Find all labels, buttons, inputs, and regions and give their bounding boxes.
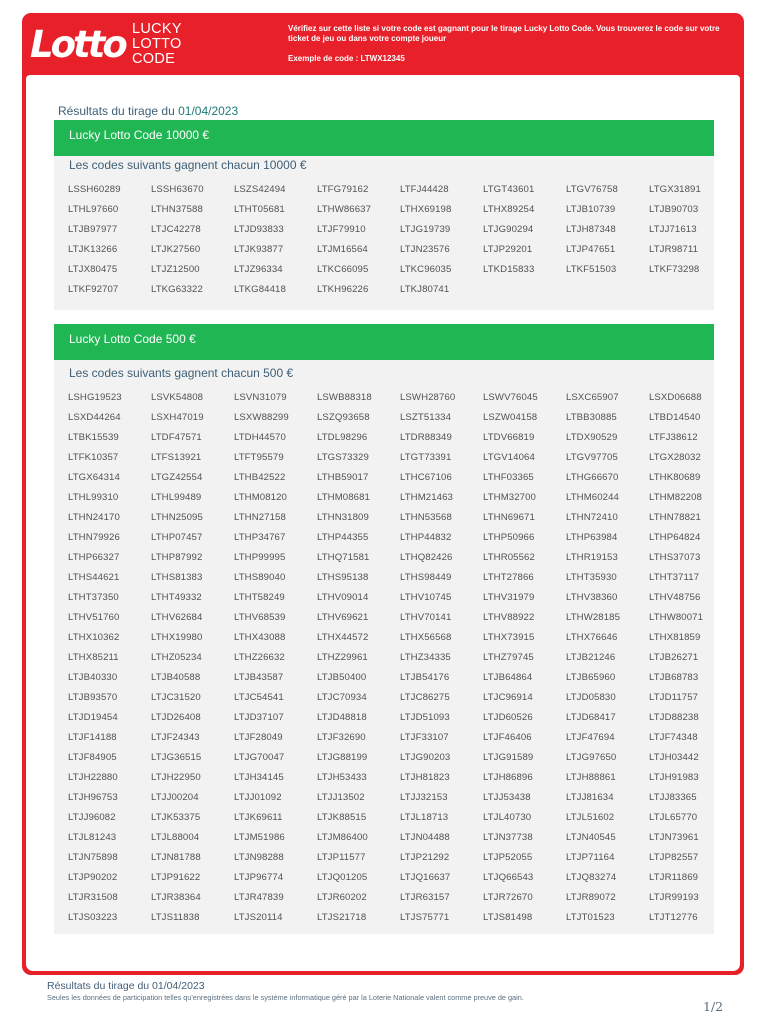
- winning-code: LTHL99489: [151, 492, 202, 503]
- winning-code: LTJG90294: [483, 224, 534, 235]
- winning-code: LTDF47571: [151, 432, 202, 443]
- winning-code: LSSH60289: [68, 184, 121, 195]
- winning-code: LTJJ71613: [649, 224, 697, 235]
- winning-code: LTHX43088: [234, 632, 286, 643]
- winning-code: LTJP82557: [649, 852, 699, 863]
- winning-code: LTJR89072: [566, 892, 616, 903]
- winning-code: LTHF03365: [483, 472, 534, 483]
- winning-code: LTJM16564: [317, 244, 368, 255]
- winning-code: LTHX85211: [68, 652, 119, 663]
- winning-code: LTJP90202: [68, 872, 118, 883]
- winning-code: LTHT37117: [649, 572, 700, 583]
- winning-code: LTFS13921: [151, 452, 202, 463]
- winning-code: LTJH81823: [400, 772, 450, 783]
- winning-code: LTHT35930: [566, 572, 617, 583]
- winning-code: LTJN37738: [483, 832, 533, 843]
- title-line-1: LUCKY: [132, 21, 182, 37]
- winning-code: LTBD14540: [649, 412, 701, 423]
- winning-code: LTJN81788: [151, 852, 201, 863]
- winning-code: LTHN24170: [68, 512, 120, 523]
- winning-code: LTJP91622: [151, 872, 201, 883]
- winning-code: LTJT12776: [649, 912, 698, 923]
- winning-code: LTJS20114: [234, 912, 283, 923]
- winning-code: LTHL99310: [68, 492, 119, 503]
- winning-code: LTGT43601: [483, 184, 535, 195]
- winning-code: LTHS37073: [649, 552, 701, 563]
- winning-code: LTGS73329: [317, 452, 369, 463]
- winning-code: LTFK10357: [68, 452, 119, 463]
- svg-text:Lotto: Lotto: [30, 23, 125, 65]
- winning-code: LTJQ66543: [483, 872, 534, 883]
- winning-code: LTBK15539: [68, 432, 119, 443]
- winning-code: LTHN37588: [151, 204, 203, 215]
- winning-code: LTDL98296: [317, 432, 368, 443]
- winning-code: LSWH28760: [400, 392, 456, 403]
- winning-code: LTHX81859: [649, 632, 701, 643]
- winning-code: LTHT58249: [234, 592, 285, 603]
- winning-code: LSZW04158: [483, 412, 538, 423]
- winning-code: LTJB40330: [68, 672, 118, 683]
- code-grid-500: [68, 388, 714, 928]
- winning-code: LTDX90529: [566, 432, 618, 443]
- winning-code: LTHZ79745: [483, 652, 534, 663]
- winning-code: LTHV51760: [68, 612, 120, 623]
- ticket-frame: [22, 13, 744, 975]
- title-line-2: LOTTO: [132, 36, 182, 52]
- winning-code: LTJN75898: [68, 852, 118, 863]
- winning-code: LTJC54541: [234, 692, 284, 703]
- winning-code: LTGZ42554: [151, 472, 203, 483]
- winning-code: LTJB65960: [566, 672, 616, 683]
- winning-code: LSZS42494: [234, 184, 286, 195]
- winning-code: LTHP63984: [566, 532, 618, 543]
- winning-code: LTBB30885: [566, 412, 617, 423]
- winning-code: LTHN31809: [317, 512, 369, 523]
- winning-code: LTJP96774: [234, 872, 284, 883]
- winning-code: LTKC96035: [400, 264, 452, 275]
- winning-code: LTHN25095: [151, 512, 203, 523]
- winning-code: LTJH86896: [483, 772, 533, 783]
- winning-code: LTJH34145: [234, 772, 284, 783]
- winning-code: LSVK54808: [151, 392, 204, 403]
- footer-note: Seules les données de participation telles qu'enregistrées dans le système informatique géré par la Loterie Nationale valent comme preuve de gain.: [47, 993, 524, 1002]
- winning-code: LTHV48756: [649, 592, 701, 603]
- winning-code: LTJF79910: [317, 224, 366, 235]
- winning-code: LTJH91983: [649, 772, 699, 783]
- winning-code: LTHV31979: [483, 592, 535, 603]
- winning-code: LTJF33107: [400, 732, 449, 743]
- winning-code: LTJP47651: [566, 244, 616, 255]
- winning-code: LTHV10745: [400, 592, 452, 603]
- winning-code: LTJR72670: [483, 892, 533, 903]
- winning-code: LTJB40588: [151, 672, 201, 683]
- winning-code: LTJD11757: [649, 692, 699, 703]
- winning-code: LTJS81498: [483, 912, 533, 923]
- winning-code: LTHQ71581: [317, 552, 370, 563]
- winning-code: LTHP99995: [234, 552, 286, 563]
- winning-code: LTGV76758: [566, 184, 618, 195]
- winning-code: LTJD93833: [234, 224, 284, 235]
- lotto-logo: [30, 23, 142, 65]
- winning-code: LSXC65907: [566, 392, 619, 403]
- winning-code: LTJP29201: [483, 244, 533, 255]
- winning-code: LTHX56568: [400, 632, 452, 643]
- winning-code: LTJG90203: [400, 752, 451, 763]
- winning-code: LTJB43587: [234, 672, 284, 683]
- winning-code: LTDH44570: [234, 432, 286, 443]
- winning-code: LTHC67106: [400, 472, 452, 483]
- winning-code: LTJD19454: [68, 712, 118, 723]
- winning-code: LTJJ83365: [649, 792, 697, 803]
- winning-code: LTHK80689: [649, 472, 701, 483]
- winning-code: LTJD88238: [649, 712, 699, 723]
- prize-subtitle-10000: Les codes suivants gagnent chacun 10000 €: [69, 158, 307, 172]
- winning-code: LTJD68417: [566, 712, 616, 723]
- winning-code: LTHP87992: [151, 552, 203, 563]
- winning-code: LTJB10739: [566, 204, 616, 215]
- winning-code: LTKH96226: [317, 284, 369, 295]
- title-line-3: CODE: [132, 51, 176, 67]
- check-notice: Vérifiez sur cette liste si votre code est gagnant pour le tirage Lucky Lotto Code. Vous trouverez le code sur votre ticket de jeu ou dans votre compte joueur: [288, 24, 720, 43]
- winning-code: LTKF92707: [68, 284, 119, 295]
- winning-code: LTJN23576: [400, 244, 450, 255]
- winning-code: LTJH87348: [566, 224, 616, 235]
- winning-code: LTHX73915: [483, 632, 535, 643]
- winning-code: LTJM51986: [234, 832, 285, 843]
- winning-code: LTHX10362: [68, 632, 120, 643]
- winning-code: LTJR63157: [400, 892, 450, 903]
- winning-code: LSZT51334: [400, 412, 452, 423]
- winning-code: LTKG84418: [234, 284, 286, 295]
- winning-code: LTJL88004: [151, 832, 200, 843]
- winning-code: LTHL97660: [68, 204, 119, 215]
- winning-code: LTJF84905: [68, 752, 117, 763]
- winning-code: LTJT01523: [566, 912, 615, 923]
- winning-code: LTKG63322: [151, 284, 203, 295]
- winning-code: LTHS98449: [400, 572, 452, 583]
- winning-code: LTHN69671: [483, 512, 535, 523]
- winning-code: LTJP11577: [317, 852, 366, 863]
- winning-code: LTHV38360: [566, 592, 618, 603]
- prize-block-10000: [54, 156, 714, 310]
- winning-code: LTHM08681: [317, 492, 370, 503]
- winning-code: LTHS44621: [68, 572, 120, 583]
- winning-code: LTHN79926: [68, 532, 120, 543]
- winning-code: LTFG79162: [317, 184, 369, 195]
- winning-code: LTHG66670: [566, 472, 619, 483]
- winning-code: LTJS75771: [400, 912, 450, 923]
- winning-code: LSVN31079: [234, 392, 287, 403]
- winning-code: LSSH63670: [151, 184, 204, 195]
- code-grid-10000: [68, 180, 714, 300]
- winning-code: LTJH88861: [566, 772, 616, 783]
- winning-code: LTHX44572: [317, 632, 369, 643]
- winning-code: LTHX19980: [151, 632, 203, 643]
- winning-code: LTHW86637: [317, 204, 372, 215]
- winning-code: LTJP21292: [400, 852, 450, 863]
- winning-code: LTJR31508: [68, 892, 118, 903]
- winning-code: LTJD37107: [234, 712, 284, 723]
- winning-code: LTJJ01092: [234, 792, 282, 803]
- winning-code: LTHP07457: [151, 532, 203, 543]
- winning-code: LTHS81383: [151, 572, 203, 583]
- winning-code: LTJB97977: [68, 224, 118, 235]
- winning-code: LTHM82208: [649, 492, 702, 503]
- winning-code: LTJF47694: [566, 732, 615, 743]
- winning-code: LTJH22880: [68, 772, 118, 783]
- winning-code: LTHV69621: [317, 612, 369, 623]
- winning-code: LTHM08120: [234, 492, 287, 503]
- winning-code: LTHR05562: [483, 552, 535, 563]
- code-example: Exemple de code : LTWX12345: [288, 54, 405, 63]
- winning-code: LTJL40730: [483, 812, 532, 823]
- footer-title: Résultats du tirage du 01/04/2023: [47, 980, 205, 992]
- winning-code: LTGX64314: [68, 472, 120, 483]
- winning-code: LTJK13266: [68, 244, 118, 255]
- winning-code: LTJL65770: [649, 812, 698, 823]
- winning-code: LTJR47839: [234, 892, 284, 903]
- winning-code: LTJG91589: [483, 752, 534, 763]
- winning-code: LTJJ81634: [566, 792, 614, 803]
- winning-code: LTJP71164: [566, 852, 615, 863]
- winning-code: LTJD51093: [400, 712, 450, 723]
- winning-code: LSZQ93658: [317, 412, 370, 423]
- winning-code: LTJF32690: [317, 732, 366, 743]
- winning-code: LTHV70141: [400, 612, 452, 623]
- winning-code: LTHP34767: [234, 532, 286, 543]
- winning-code: LTJB26271: [649, 652, 699, 663]
- winning-code: LTJZ96334: [234, 264, 283, 275]
- winning-code: LTHM32700: [483, 492, 536, 503]
- results-title: [58, 104, 238, 118]
- winning-code: LTHN78821: [649, 512, 701, 523]
- winning-code: LTJJ96082: [68, 812, 116, 823]
- winning-code: LTJK27560: [151, 244, 201, 255]
- winning-code: LTJH03442: [649, 752, 699, 763]
- winning-code: LTJC96914: [483, 692, 533, 703]
- winning-code: LTJN98288: [234, 852, 284, 863]
- winning-code: LTHS89040: [234, 572, 286, 583]
- results-label: Résultats du tirage du: [58, 104, 175, 118]
- winning-code: LTDV66819: [483, 432, 535, 443]
- winning-code: LTJS11838: [151, 912, 200, 923]
- results-date: 01/04/2023: [178, 104, 239, 118]
- winning-code: LTJC42278: [151, 224, 201, 235]
- winning-code: LTHT27866: [483, 572, 534, 583]
- winning-code: LTJN40545: [566, 832, 616, 843]
- winning-code: LTJH96753: [68, 792, 118, 803]
- winning-code: LTJD05830: [566, 692, 616, 703]
- winning-code: LTJC31520: [151, 692, 201, 703]
- winning-code: LTJF74348: [649, 732, 698, 743]
- winning-code: LTJF14188: [68, 732, 117, 743]
- winning-code: LSHG19523: [68, 392, 122, 403]
- winning-code: LTHZ34335: [400, 652, 451, 663]
- winning-code: LTJG88199: [317, 752, 368, 763]
- winning-code: LTHP50966: [483, 532, 535, 543]
- winning-code: LTJQ83274: [566, 872, 617, 883]
- winning-code: LTGX31891: [649, 184, 701, 195]
- winning-code: LTHP64824: [649, 532, 701, 543]
- winning-code: LTHT49332: [151, 592, 202, 603]
- winning-code: LTJD26408: [151, 712, 201, 723]
- winning-code: LTJB50400: [317, 672, 367, 683]
- winning-code: LTJB68783: [649, 672, 699, 683]
- winning-code: LTHW80071: [649, 612, 704, 623]
- winning-code: LTGT73391: [400, 452, 452, 463]
- winning-code: LTJG70047: [234, 752, 285, 763]
- winning-code: LTJD48818: [317, 712, 367, 723]
- winning-code: LTKC66095: [317, 264, 369, 275]
- winning-code: LSXH47019: [151, 412, 204, 423]
- winning-code: LTHB42522: [234, 472, 286, 483]
- winning-code: LTJM86400: [317, 832, 368, 843]
- winning-code: LTJB21246: [566, 652, 616, 663]
- winning-code: LTHB59017: [317, 472, 369, 483]
- winning-code: LTJK69611: [234, 812, 283, 823]
- winning-code: LTJR98711: [649, 244, 699, 255]
- winning-code: LTFJ44428: [400, 184, 449, 195]
- winning-code: LTJQ01205: [317, 872, 368, 883]
- winning-code: LTJS21718: [317, 912, 367, 923]
- winning-code: LTHW28185: [566, 612, 621, 623]
- winning-code: LTJC70934: [317, 692, 367, 703]
- winning-code: LTJN04488: [400, 832, 450, 843]
- winning-code: LSWV76045: [483, 392, 538, 403]
- winning-code: LTHN27158: [234, 512, 286, 523]
- winning-code: LSXW88299: [234, 412, 289, 423]
- winning-code: LTJF28049: [234, 732, 283, 743]
- prize-header-500: Lucky Lotto Code 500 €: [54, 324, 714, 360]
- winning-code: LTHZ26632: [234, 652, 285, 663]
- winning-code: LTJJ53438: [483, 792, 531, 803]
- winning-code: LTJS03223: [68, 912, 118, 923]
- winning-code: LTKF73298: [649, 264, 700, 275]
- winning-code: LTJB90703: [649, 204, 699, 215]
- winning-code: LTKF51503: [566, 264, 617, 275]
- winning-code: LTDR88349: [400, 432, 452, 443]
- winning-code: LTJN73961: [649, 832, 699, 843]
- winning-code: LTJQ16637: [400, 872, 451, 883]
- winning-code: LTJJ00204: [151, 792, 199, 803]
- winning-code: LTJK88515: [317, 812, 367, 823]
- winning-code: LTJX80475: [68, 264, 118, 275]
- winning-code: LTJL51602: [566, 812, 615, 823]
- winning-code: LTJL81243: [68, 832, 117, 843]
- winning-code: LTHT37350: [68, 592, 119, 603]
- winning-code: LTHV68539: [234, 612, 286, 623]
- winning-code: LTFJ38612: [649, 432, 698, 443]
- winning-code: LTJB93570: [68, 692, 118, 703]
- winning-code: LTHP44355: [317, 532, 369, 543]
- winning-code: LTHV88922: [483, 612, 535, 623]
- winning-code: LTJH22950: [151, 772, 201, 783]
- winning-code: LTHX76646: [566, 632, 618, 643]
- winning-code: LTJK93877: [234, 244, 284, 255]
- winning-code: LTJG19739: [400, 224, 451, 235]
- winning-code: LTHV09014: [317, 592, 369, 603]
- winning-code: LTHM21463: [400, 492, 453, 503]
- winning-code: LTFT95579: [234, 452, 284, 463]
- winning-code: LTJR99193: [649, 892, 699, 903]
- prize-block-500: [54, 360, 714, 934]
- winning-code: LTJF46406: [483, 732, 532, 743]
- winning-code: LTJJ32153: [400, 792, 448, 803]
- winning-code: LTJR38364: [151, 892, 201, 903]
- winning-code: LTJF24343: [151, 732, 200, 743]
- winning-code: LTGV97705: [566, 452, 618, 463]
- lucky-lotto-code-title: [132, 22, 182, 67]
- winning-code: LTJZ12500: [151, 264, 200, 275]
- winning-code: LTJL18713: [400, 812, 449, 823]
- winning-code: LTJR11869: [649, 872, 699, 883]
- winning-code: LTHV62684: [151, 612, 203, 623]
- winning-code: LTJP52055: [483, 852, 533, 863]
- winning-code: LTKJ80741: [400, 284, 450, 295]
- winning-code: LTJJ13502: [317, 792, 365, 803]
- winning-code: LTGX28032: [649, 452, 701, 463]
- winning-code: LTKD15833: [483, 264, 535, 275]
- winning-code: LTHP44832: [400, 532, 452, 543]
- winning-code: LTHQ82426: [400, 552, 453, 563]
- prize-header-10000: Lucky Lotto Code 10000 €: [54, 120, 714, 156]
- winning-code: LTJD60526: [483, 712, 533, 723]
- winning-code: LSXD06688: [649, 392, 702, 403]
- winning-code: LTJC86275: [400, 692, 450, 703]
- winning-code: LSXD44264: [68, 412, 121, 423]
- winning-code: LTHP66327: [68, 552, 120, 563]
- winning-code: LTJG97650: [566, 752, 617, 763]
- winning-code: LTGV14064: [483, 452, 535, 463]
- winning-code: LTJB64864: [483, 672, 533, 683]
- page-number: 1/2: [703, 999, 724, 1014]
- winning-code: LTHM60244: [566, 492, 619, 503]
- prize-subtitle-500: Les codes suivants gagnent chacun 500 €: [69, 366, 294, 380]
- winning-code: LTHN72410: [566, 512, 618, 523]
- winning-code: LSWB88318: [317, 392, 372, 403]
- winning-code: LTHN53568: [400, 512, 452, 523]
- winning-code: LTHR19153: [566, 552, 618, 563]
- winning-code: LTJB54176: [400, 672, 450, 683]
- winning-code: LTHX69198: [400, 204, 452, 215]
- winning-code: LTJK53375: [151, 812, 201, 823]
- winning-code: LTHS95138: [317, 572, 369, 583]
- winning-code: LTJH53433: [317, 772, 367, 783]
- winning-code: LTJG36515: [151, 752, 202, 763]
- results-panel: [26, 75, 740, 971]
- winning-code: LTHZ29961: [317, 652, 368, 663]
- winning-code: LTHT05681: [234, 204, 285, 215]
- winning-code: LTJR60202: [317, 892, 367, 903]
- winning-code: LTHX89254: [483, 204, 535, 215]
- winning-code: LTHZ05234: [151, 652, 202, 663]
